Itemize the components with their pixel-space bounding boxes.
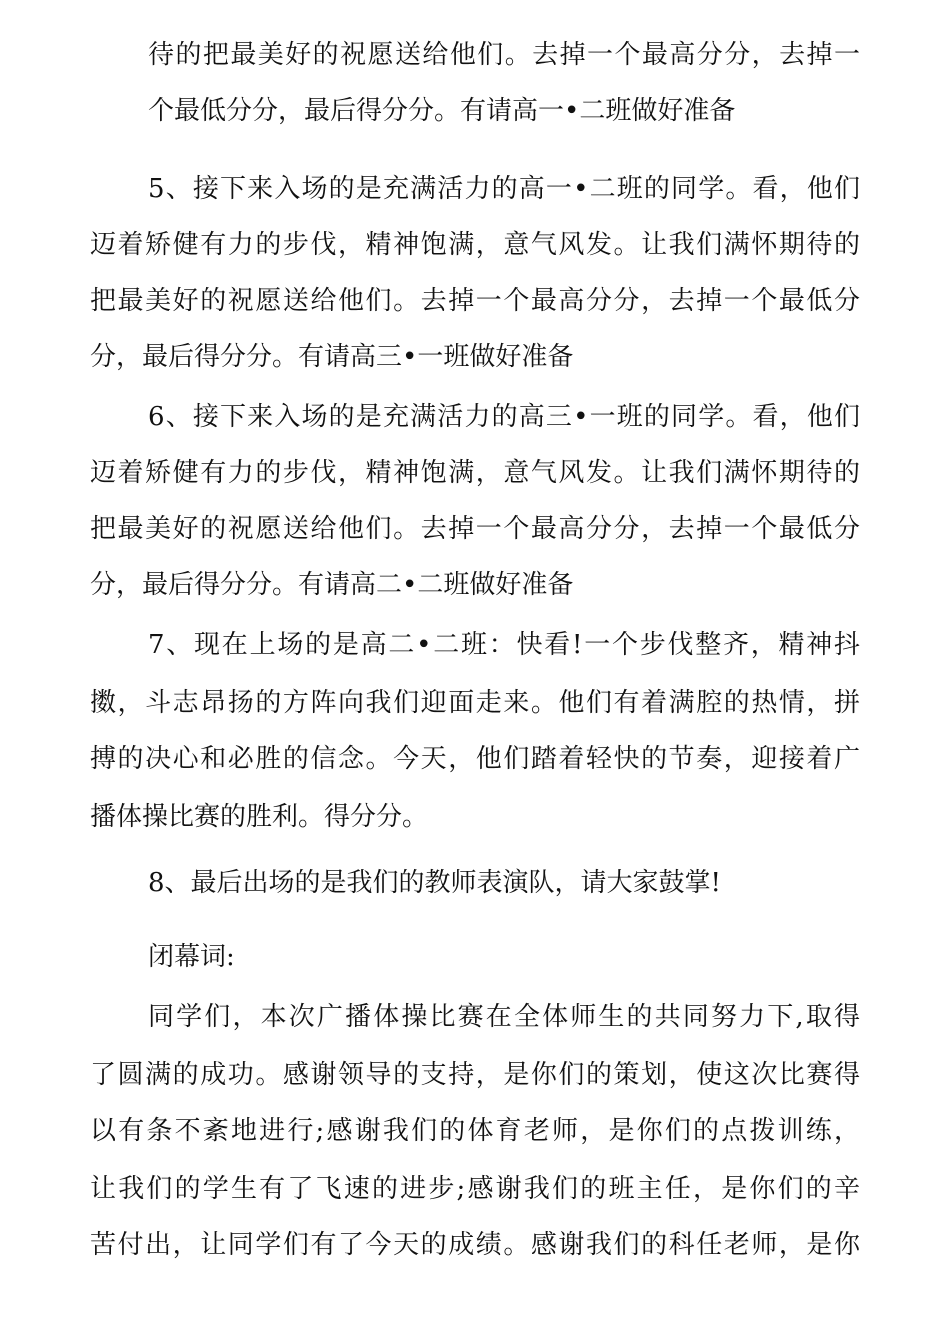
text-line: 迈着矫健有力的步伐，精神饱满，意气风发。让我们满怀期待的: [90, 230, 860, 260]
text-line: 搏的决心和必胜的信念。今天，他们踏着轻快的节奏，迎接着广: [90, 744, 860, 774]
text-line: 把最美好的祝愿送给他们。去掉一个最高分分，去掉一个最低分: [90, 514, 860, 544]
text-line: 分，最后得分分。有请高三•一班做好准备: [90, 342, 574, 372]
paragraph-8-line: 8、最后出场的是我们的教师表演队，请大家鼓掌!: [148, 868, 721, 898]
text-line: 让我们的学生有了飞速的进步;感谢我们的班主任，是你们的辛: [90, 1174, 860, 1204]
text-line: 了圆满的成功。感谢领导的支持，是你们的策划，使这次比赛得: [90, 1060, 860, 1090]
text-line: 把最美好的祝愿送给他们。去掉一个最高分分，去掉一个最低分: [90, 286, 860, 316]
text-line: 个最低分分，最后得分分。有请高一•二班做好准备: [148, 96, 736, 126]
text-line: 擞，斗志昂扬的方阵向我们迎面走来。他们有着满腔的热情，拼: [90, 688, 860, 718]
text-line: 迈着矫健有力的步伐，精神饱满，意气风发。让我们满怀期待的: [90, 458, 860, 488]
text-line: 播体操比赛的胜利。得分分。: [90, 802, 429, 832]
paragraph-7-line: 7、现在上场的是高二•二班：快看!一个步伐整齐，精神抖: [148, 630, 860, 660]
text-line: 分，最后得分分。有请高二•二班做好准备: [90, 570, 574, 600]
paragraph-6-line: 6、接下来入场的是充满活力的高三•一班的同学。看，他们: [148, 402, 860, 432]
closing-paragraph-line: 同学们，本次广播体操比赛在全体师生的共同努力下,取得: [148, 1002, 860, 1032]
text-line: 以有条不紊地进行;感谢我们的体育老师，是你们的点拨训练，: [90, 1116, 860, 1146]
closing-speech-heading: 闭幕词:: [148, 942, 235, 972]
text-line: 待的把最美好的祝愿送给他们。去掉一个最高分分，去掉一: [148, 40, 860, 70]
paragraph-5-line: 5、接下来入场的是充满活力的高一•二班的同学。看，他们: [148, 174, 860, 204]
text-line: 苦付出，让同学们有了今天的成绩。感谢我们的科任老师，是你: [90, 1230, 860, 1260]
